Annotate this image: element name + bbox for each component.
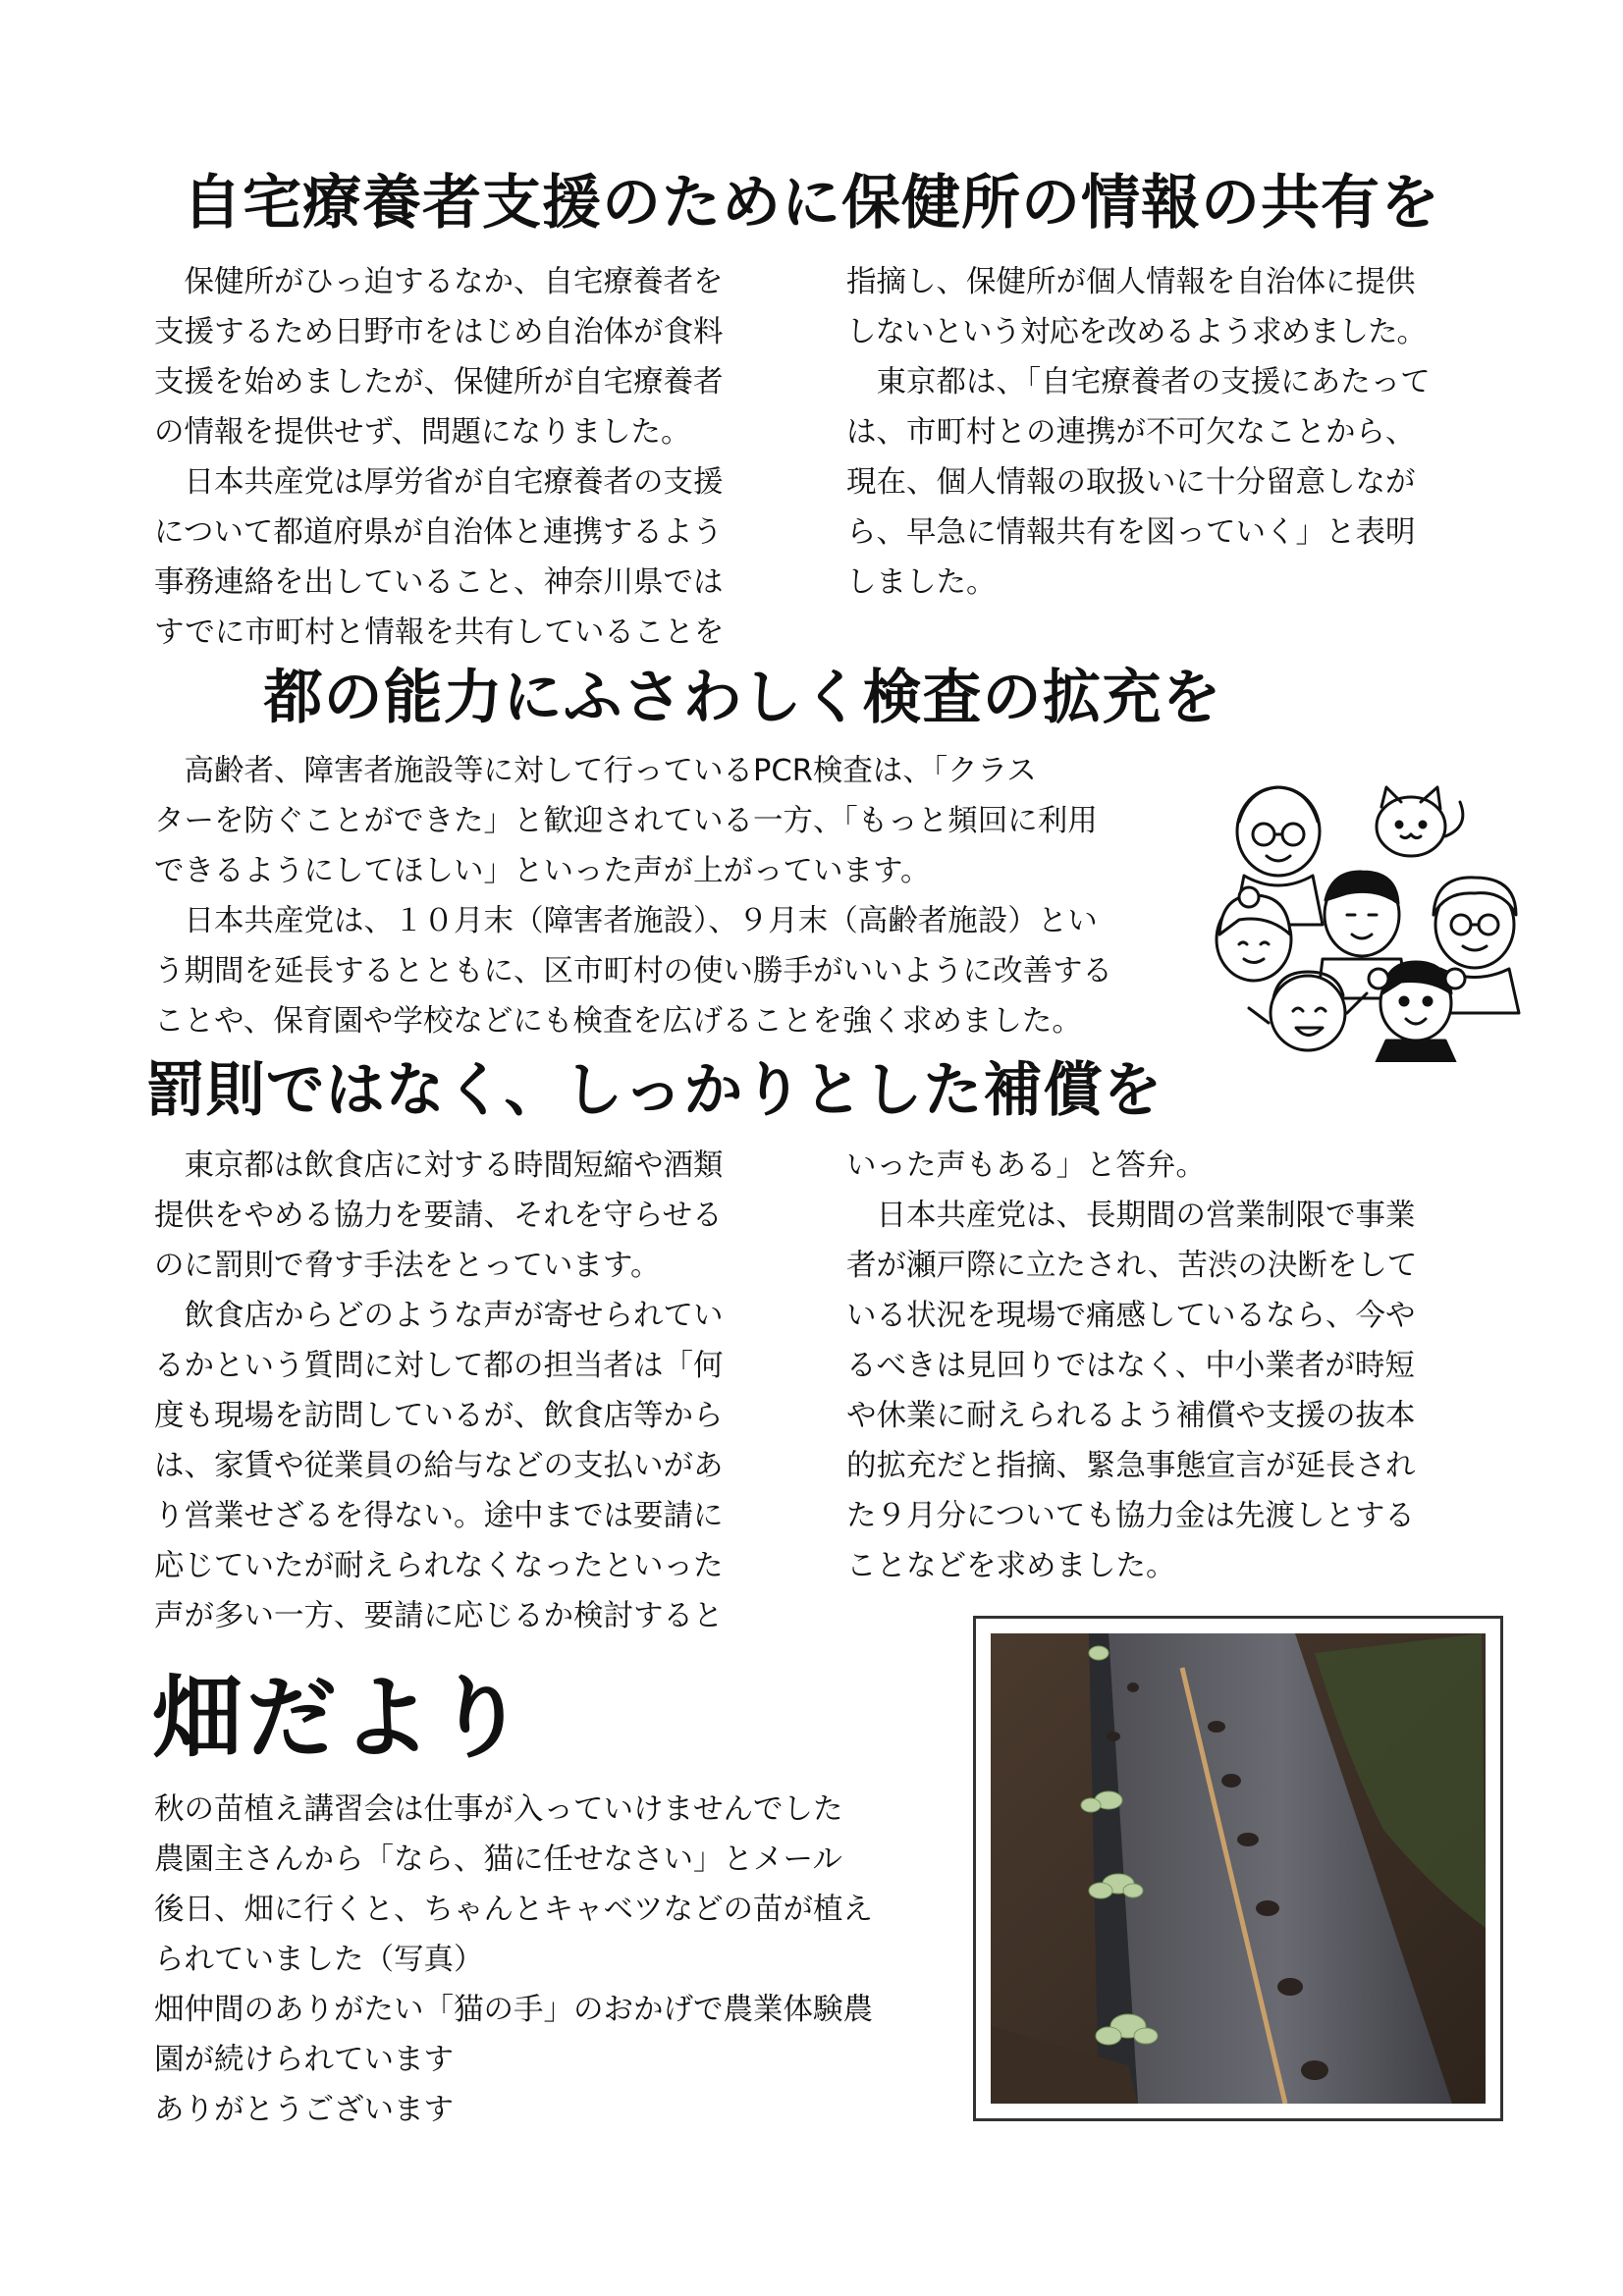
paragraph-line: 飲食店からどのような声が寄せられてい <box>154 1299 724 1333</box>
paragraph-line: や休業に耐えられるよう補償や支援の抜本 <box>846 1399 1416 1433</box>
paragraph-line: 者が瀬戸際に立たされ、苦渋の決断をして <box>846 1249 1418 1283</box>
paragraph-line: できるようにしてほしい」といった声が上がっています。 <box>154 854 931 888</box>
field-photo-frame <box>973 1616 1503 2121</box>
paragraph-line: 秋の苗植え講習会は仕事が入っていけませんでした <box>154 1792 843 1827</box>
paragraph-line: ことなどを求めました。 <box>846 1549 1176 1583</box>
paragraph-line: るかという質問に対して都の担当者は「何 <box>154 1349 724 1383</box>
paragraph-line: り営業せざるを得ない。途中までは要請に <box>154 1499 724 1533</box>
section1-left-column <box>154 257 792 658</box>
paragraph-line: 保健所がひっ迫するなか、自宅療養者を <box>154 265 724 299</box>
paragraph-line: すでに市町村と情報を共有していることを <box>154 615 725 650</box>
paragraph-line: 事務連絡を出していること、神奈川県では <box>154 565 724 600</box>
section1-title: 自宅療養者支援のために保健所の情報の共有を <box>183 169 1440 238</box>
section3-left-column <box>154 1141 792 1641</box>
paragraph-line: 日本共産党は、長期間の営業制限で事業 <box>846 1199 1416 1233</box>
section2-title: 都の能力にふさわしく検査の拡充を <box>263 664 1222 732</box>
paragraph-line: の情報を提供せず、問題になりました。 <box>154 415 691 450</box>
paragraph-line: いった声もある」と答弁。 <box>846 1148 1206 1183</box>
paragraph-line: 後日、畑に行くと、ちゃんとキャベツなどの苗が植え <box>154 1893 873 1927</box>
paragraph-line: う期間を延長するとともに、区市町村の使い勝手がいいように改善する <box>154 954 1112 988</box>
paragraph-line: は、市町村との連携が不可欠なことから、 <box>846 415 1416 450</box>
paragraph-line: しないという対応を改めるよう求めました。 <box>846 315 1426 349</box>
paragraph-line: 日本共産党は、１０月末（障害者施設）、９月末（高齢者施設）とい <box>154 904 1098 938</box>
paragraph-line: 畑仲間のありがたい「猫の手」のおかげで農業体験農 <box>154 1993 873 2027</box>
paragraph-line: しました。 <box>846 565 997 600</box>
paragraph-line: は、家賃や従業員の給与などの支払いがあ <box>154 1449 724 1483</box>
paragraph-line: 園が続けられています <box>154 2043 454 2077</box>
field-photo <box>991 1633 1486 2104</box>
paragraph-line: 声が多い一方、要請に応じるか検討すると <box>154 1599 724 1633</box>
paragraph-line: 東京都は飲食店に対する時間短縮や酒類 <box>154 1148 724 1183</box>
paragraph-line: 高齢者、障害者施設等に対して行っているPCR検査は、「クラス <box>154 754 1037 788</box>
paragraph-line: について都道府県が自治体と連携するよう <box>154 515 723 550</box>
section1-right-column <box>846 257 1485 608</box>
section4-body <box>154 1785 969 2135</box>
paragraph-line: 農園主さんから「なら、猫に任せなさい」とメール <box>154 1842 842 1877</box>
paragraph-line: ありがとうございます <box>154 2093 454 2127</box>
section2-body <box>154 746 1215 1046</box>
paragraph-line: 的拡充だと指摘、緊急事態宣言が延長され <box>846 1449 1416 1483</box>
paragraph-line: られていました（写真） <box>154 1943 484 1977</box>
paragraph-line: 提供をやめる協力を要請、それを守らせる <box>154 1199 723 1233</box>
paragraph-line: 度も現場を訪問しているが、飲食店等から <box>154 1399 724 1433</box>
paragraph-line: いる状況を現場で痛感しているなら、今や <box>846 1299 1416 1333</box>
paragraph-line: るべきは見回りではなく、中小業者が時短 <box>846 1349 1415 1383</box>
paragraph-line: ターを防ぐことができた」と歓迎されている一方、「もっと頻回に利用 <box>154 804 1098 838</box>
section3-title: 罰則ではなく、しっかりとした補償を <box>145 1056 1163 1125</box>
paragraph-line: 応じていたが耐えられなくなったといった <box>154 1549 724 1583</box>
paragraph-line: ら、早急に情報共有を図っていく」と表明 <box>846 515 1416 550</box>
paragraph-line: ことや、保育園や学校などにも検査を広げることを強く求めました。 <box>154 1004 1082 1039</box>
people-group-illustration <box>1210 777 1534 1062</box>
paragraph-line: のに罰則で脅す手法をとっています。 <box>154 1249 661 1283</box>
paragraph-line: た９月分についても協力金は先渡しとする <box>846 1499 1415 1533</box>
paragraph-line: 指摘し、保健所が個人情報を自治体に提供 <box>846 265 1416 299</box>
paragraph-line: 支援するため日野市をはじめ自治体が食料 <box>154 315 724 349</box>
paragraph-line: 現在、個人情報の取扱いに十分留意しなが <box>846 465 1416 500</box>
section4-title: 畑だより <box>152 1666 530 1771</box>
paragraph-line: 支援を始めましたが、保健所が自宅療養者 <box>154 365 724 400</box>
section3-right-column <box>846 1141 1485 1591</box>
paragraph-line: 東京都は、「自宅療養者の支援にあたって <box>846 365 1431 400</box>
paragraph-line: 日本共産党は厚労省が自宅療養者の支援 <box>154 465 724 500</box>
